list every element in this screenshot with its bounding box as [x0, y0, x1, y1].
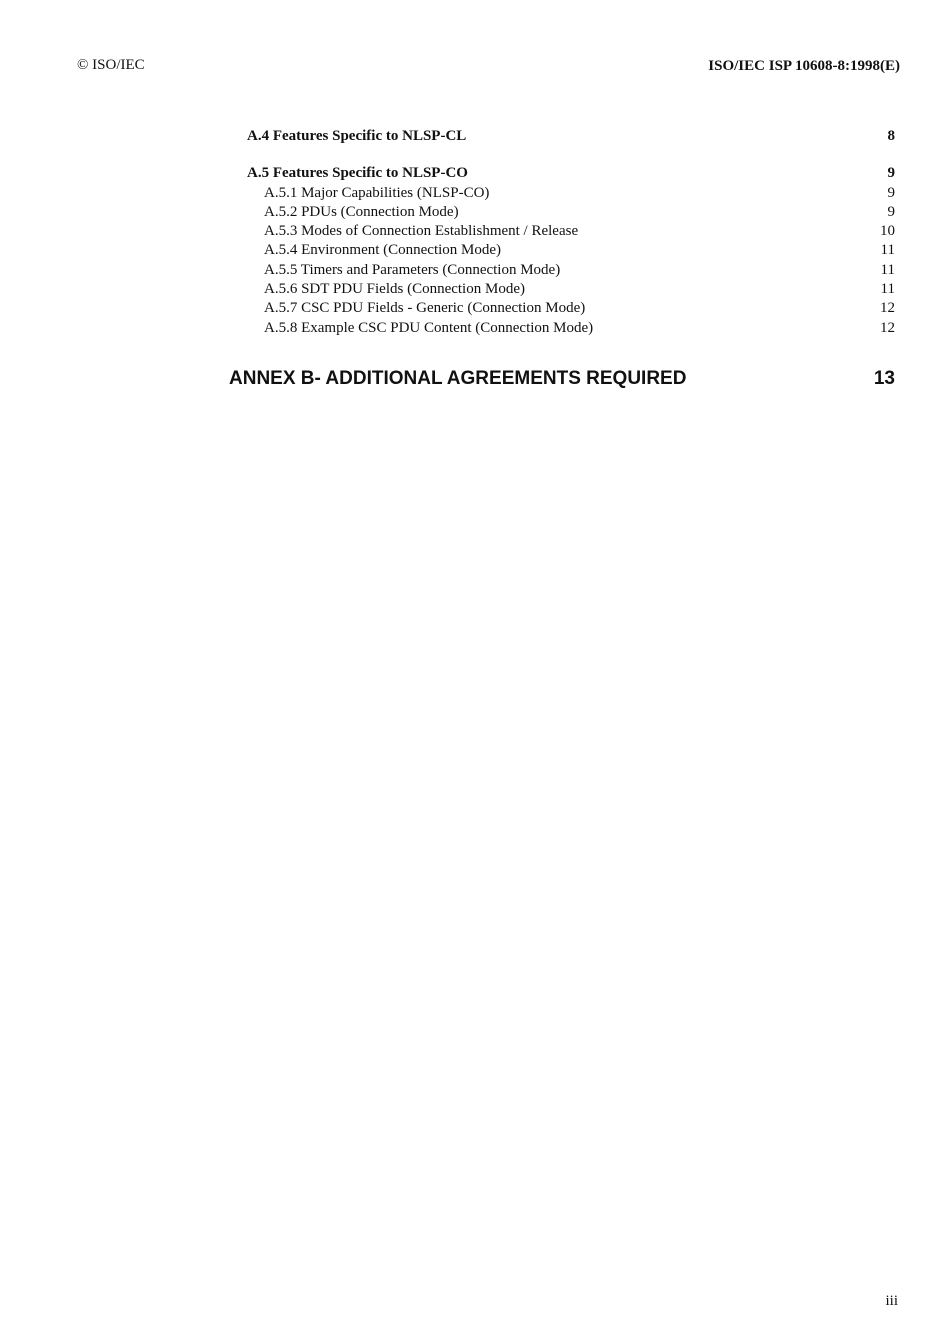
toc-entry-a5[interactable] [247, 164, 895, 183]
toc-entry-page: 11 [880, 261, 895, 278]
toc-annex-page: 13 [873, 368, 895, 389]
page-number: iii [885, 1293, 898, 1309]
toc-entry-page: 12 [880, 300, 895, 317]
toc-entry-a4[interactable] [247, 127, 895, 146]
toc-entry-a5-6[interactable] [247, 280, 895, 299]
toc-entry-page: 9 [887, 203, 895, 220]
toc-entry-title: A.5.1 Major Capabilities (NLSP-CO) [264, 184, 490, 201]
toc-entry-page: 11 [880, 242, 895, 259]
toc-entry-title: A.5.5 Timers and Parameters (Connection Mode) [264, 261, 561, 278]
toc-entry-a5-3[interactable] [247, 222, 895, 241]
toc-entry-page: 8 [887, 128, 895, 144]
toc-entry-title: A.5.4 Environment (Connection Mode) [264, 242, 502, 259]
toc-entry-a5-7[interactable] [247, 299, 895, 318]
toc-entry-title: A.4 Features Specific to NLSP-CL [247, 128, 467, 144]
toc-entry-title: A.5.3 Modes of Connection Establishment / Release [264, 223, 579, 240]
toc-entry-page: 11 [880, 281, 895, 298]
toc-entry-title: A.5.8 Example CSC PDU Content (Connection Mode) [264, 319, 594, 336]
toc-entry-a5-2[interactable] [247, 203, 895, 222]
toc-entry-page: 10 [880, 223, 895, 240]
toc-entry-title: A.5.2 PDUs (Connection Mode) [264, 203, 459, 220]
toc-entry-page: 12 [880, 319, 895, 336]
toc-entry-title: A.5 Features Specific to NLSP-CO [247, 165, 468, 182]
page-header-standard-id: ISO/IEC ISP 10608-8:1998(E) [708, 58, 900, 74]
toc-entry-a5-5[interactable] [247, 261, 895, 280]
toc-entry-a5-4[interactable] [247, 241, 895, 260]
toc-entry-page: 9 [887, 165, 895, 182]
table-of-contents [247, 127, 895, 338]
toc-spacer [247, 146, 895, 164]
toc-entry-title: A.5.7 CSC PDU Fields - Generic (Connection Mode) [264, 300, 586, 317]
page-header-copyright: © ISO/IEC [77, 57, 145, 73]
toc-annex-title: ANNEX B- ADDITIONAL AGREEMENTS REQUIRED [229, 368, 687, 389]
toc-entry-title: A.5.6 SDT PDU Fields (Connection Mode) [264, 281, 525, 298]
toc-entry-a5-8[interactable] [247, 319, 895, 338]
toc-entry-a5-1[interactable] [247, 184, 895, 203]
toc-entry-annex-b[interactable] [229, 368, 895, 390]
toc-entry-page: 9 [887, 184, 895, 201]
